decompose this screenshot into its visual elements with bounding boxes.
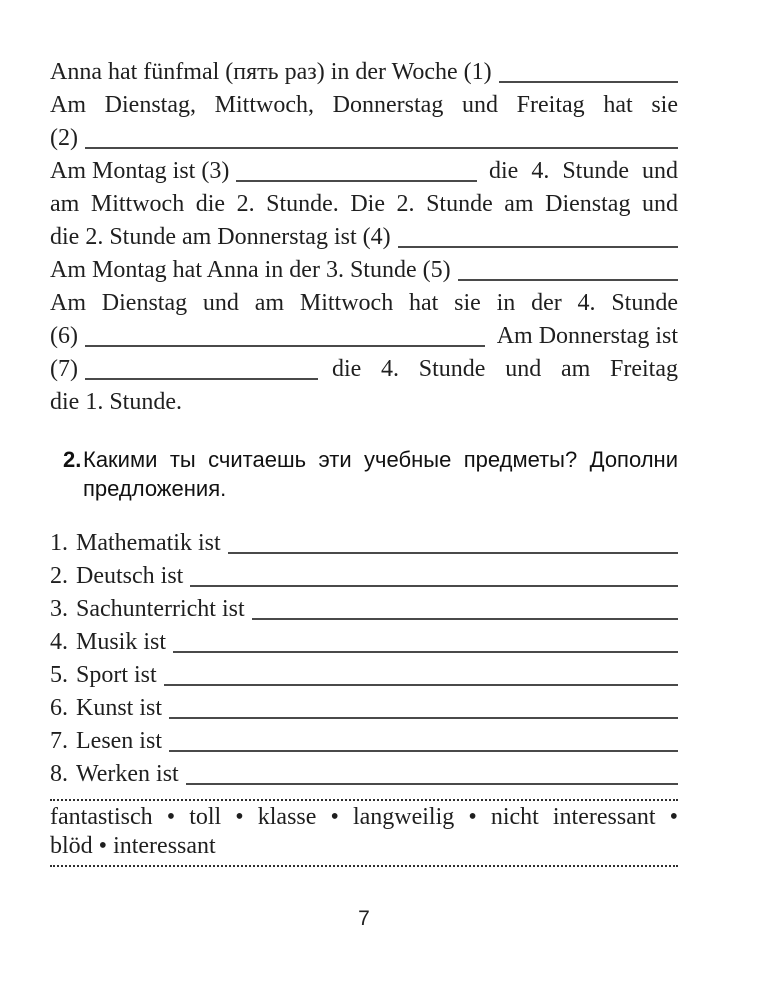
line-text: die 1. Stunde. xyxy=(50,389,182,415)
exercise2-list xyxy=(50,527,678,791)
exercise2-heading xyxy=(50,445,678,503)
blank-line xyxy=(229,155,477,188)
item-label: Mathematik ist xyxy=(76,530,221,556)
exercise1-line xyxy=(50,386,678,419)
item-number: 6. xyxy=(50,695,68,721)
exercise1-line xyxy=(50,89,678,122)
line-text: Am Montag hat Anna in der 3. Stunde (5) xyxy=(50,257,451,283)
word-bank-line: blöd • interessant xyxy=(50,833,216,859)
exercise1-line xyxy=(50,56,678,89)
list-item xyxy=(50,626,678,659)
exercise1-line xyxy=(50,320,678,353)
item-number: 3. xyxy=(50,596,68,622)
line-text: (2) xyxy=(50,125,78,151)
blank-line xyxy=(451,254,678,287)
line-text: die 4. Stunde und xyxy=(489,158,678,184)
blank-line xyxy=(162,692,678,725)
blank-line xyxy=(162,725,678,758)
item-number: 5. xyxy=(50,662,68,688)
blank-line xyxy=(183,560,678,593)
item-label: Kunst ist xyxy=(76,695,163,721)
item-label: Werken ist xyxy=(76,761,179,787)
item-number: 1. xyxy=(50,530,68,556)
list-item xyxy=(50,692,678,725)
exercise1-paragraph xyxy=(50,56,678,419)
workbook-page xyxy=(50,0,678,931)
item-label: Deutsch ist xyxy=(76,563,184,589)
page-number: 7 xyxy=(358,907,370,930)
line-text: am Mittwoch die 2. Stunde. Die 2. Stunde am Dienstag und xyxy=(50,191,678,217)
list-item xyxy=(50,659,678,692)
blank-line xyxy=(245,593,678,626)
exercise1-line xyxy=(50,188,678,221)
blank-line xyxy=(78,353,318,386)
item-label: Musik ist xyxy=(76,629,167,655)
item-label: Lesen ist xyxy=(76,728,162,754)
blank-line xyxy=(221,527,678,560)
blank-line xyxy=(157,659,678,692)
list-item xyxy=(50,758,678,791)
item-number: 4. xyxy=(50,629,68,655)
blank-line xyxy=(166,626,678,659)
line-text: (6) xyxy=(50,323,78,349)
exercise2-number: 2. xyxy=(63,447,82,472)
blank-line xyxy=(492,56,678,89)
exercise2-prompt: Какими ты считаешь эти учебные предметы? Дополни предложения. xyxy=(83,447,678,501)
word-bank-line: fantastisch • toll • klasse • langweilig • nicht interessant • xyxy=(50,804,678,830)
exercise1-line xyxy=(50,353,678,386)
exercise1-line xyxy=(50,254,678,287)
exercise1-line xyxy=(50,287,678,320)
item-number: 2. xyxy=(50,563,68,589)
item-number: 8. xyxy=(50,761,68,787)
list-item xyxy=(50,725,678,758)
blank-line xyxy=(391,221,678,254)
line-text: die 4. Stunde und am Freitag xyxy=(331,356,678,382)
line-text: die 2. Stunde am Donnerstag ist (4) xyxy=(50,224,391,250)
list-item xyxy=(50,560,678,593)
blank-line xyxy=(78,320,485,353)
line-text: Am Donnerstag ist xyxy=(496,323,678,349)
line-text: Am Montag ist (3) xyxy=(50,158,230,184)
line-text: Am Dienstag, Mittwoch, Donnerstag und Freitag hat sie xyxy=(50,92,678,118)
blank-line xyxy=(78,122,678,155)
line-text: (7) xyxy=(50,356,78,382)
item-label: Sport ist xyxy=(76,662,157,688)
item-number: 7. xyxy=(50,728,68,754)
list-item xyxy=(50,593,678,626)
line-text: Anna hat fünfmal (пять раз) in der Woche (1) xyxy=(50,59,492,85)
exercise1-line xyxy=(50,122,678,155)
line-text: Am Dienstag und am Mittwoch hat sie in der 4. Stunde xyxy=(50,290,678,316)
exercise1-line xyxy=(50,155,678,188)
word-bank xyxy=(50,799,678,867)
exercise1-line xyxy=(50,221,678,254)
list-item xyxy=(50,527,678,560)
item-label: Sachunterricht ist xyxy=(76,596,245,622)
blank-line xyxy=(179,758,678,791)
